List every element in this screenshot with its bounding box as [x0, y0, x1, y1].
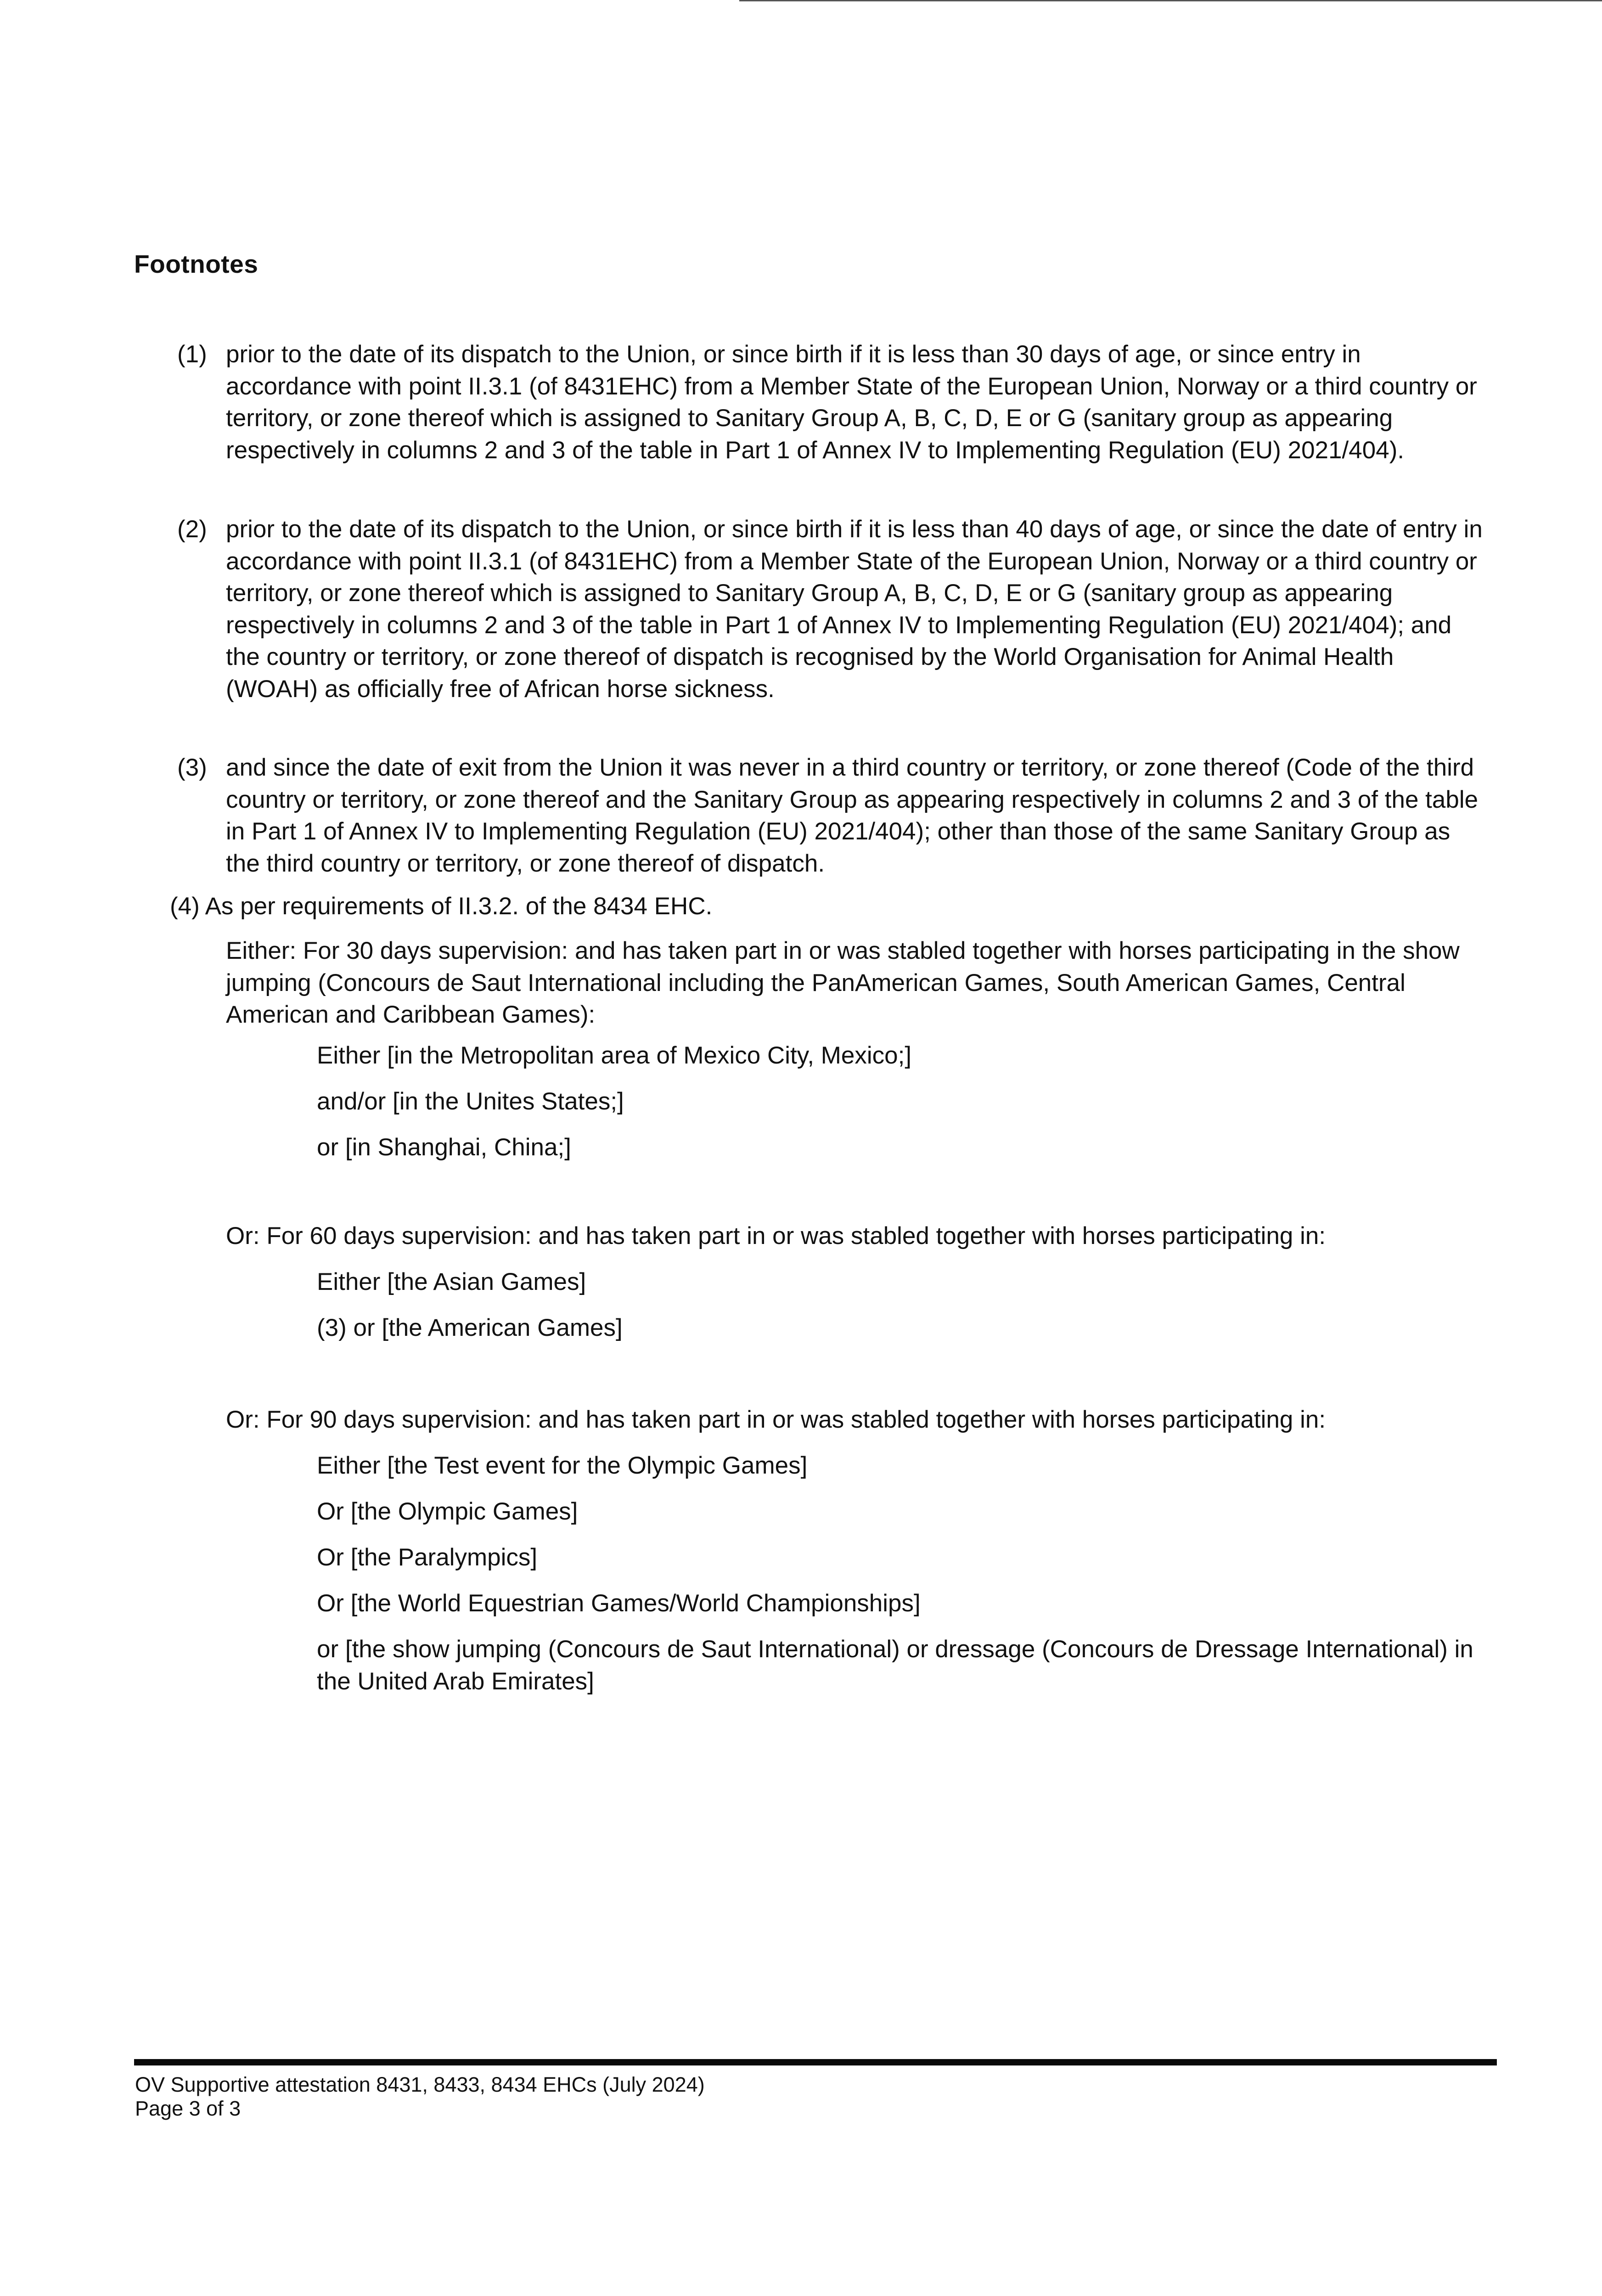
footnote-text: and since the date of exit from the Union it was never in a third country or territory, or zone thereof (Code of the third country or territory, or zone thereof and the Sanitary Group as appearing respectively in columns 2 and 3 of the table in Part 1 of Annex IV to Implementing Regulation (EU) 2021/404); other than those of the same Sanitary Group as the third country or territory, or zone thereof of dispatch.	[226, 754, 1478, 877]
option-60-days: Or: For 60 days supervision: and has taken part in or was stabled together with horses participating in:	[226, 1222, 1326, 1249]
footnote-text: prior to the date of its dispatch to the Union, or since birth if it is less than 40 days of age, or since the date of entry in accordance with point II.3.1 (of 8431EHC) from a Member State of the European Union, Norway or a third country or territory, or zone thereof which is assigned to Sanitary Group A, B, C, D, E or G (sanitary group as appearing respectively in columns 2 and 3 of the table in Part 1 of Annex IV to Implementing Regulation (EU) 2021/404); and the country or territory, or zone thereof of dispatch is recognised by the World Organisation for Animal Health (WOAH) as officially free of African horse sickness.	[226, 516, 1483, 703]
footnote-number: (3)	[177, 754, 207, 781]
option-30-item: or [in Shanghai, China;]	[317, 1134, 571, 1161]
top-edge-rule	[739, 0, 1602, 1]
option-90-item: Either [the Test event for the Olympic Games]	[317, 1452, 808, 1479]
option-90-item: Or [the World Equestrian Games/World Championships]	[317, 1590, 921, 1617]
footnotes-heading: Footnotes	[134, 250, 259, 278]
option-60-item: (3) or [the American Games]	[317, 1314, 623, 1341]
footer-page-number: Page 3 of 3	[135, 2097, 241, 2120]
footnote-2	[177, 513, 1490, 705]
option-30-item: Either [in the Metropolitan area of Mexico City, Mexico;]	[317, 1042, 912, 1069]
footnote-4-heading: (4) As per requirements of II.3.2. of the 8434 EHC.	[170, 893, 713, 920]
footnote-number: (1)	[177, 341, 207, 368]
footer-rule	[134, 2059, 1497, 2065]
option-90-days: Or: For 90 days supervision: and has taken part in or was stabled together with horses participating in:	[226, 1406, 1326, 1433]
option-90-item: Or [the Paralympics]	[317, 1544, 538, 1571]
footnote-1	[177, 338, 1490, 466]
option-30-item: and/or [in the Unites States;]	[317, 1088, 624, 1115]
footnote-number: (2)	[177, 516, 207, 543]
option-60-item: Either [the Asian Games]	[317, 1268, 586, 1295]
option-90-item: or [the show jumping (Concours de Saut International) or dressage (Concours de Dressage International) in the United Arab Emirates]	[317, 1636, 1473, 1695]
option-30-days: Either: For 30 days supervision: and has taken part in or was stabled together with horses participating in the show jumping (Concours de Saut International including the PanAmerican Games, South American Games, Central American and Caribbean Games):	[226, 937, 1460, 1029]
footnote-3	[177, 752, 1490, 879]
footnote-text: prior to the date of its dispatch to the Union, or since birth if it is less than 30 days of age, or since entry in accordance with point II.3.1 (of 8431EHC) from a Member State of the European Union, Norway or a third country or territory, or zone thereof which is assigned to Sanitary Group A, B, C, D, E or G (sanitary group as appearing respectively in columns 2 and 3 of the table in Part 1 of Annex IV to Implementing Regulation (EU) 2021/404).	[226, 341, 1477, 464]
option-90-item: Or [the Olympic Games]	[317, 1498, 578, 1525]
footer-doc-title: OV Supportive attestation 8431, 8433, 8434 EHCs (July 2024)	[135, 2073, 705, 2096]
